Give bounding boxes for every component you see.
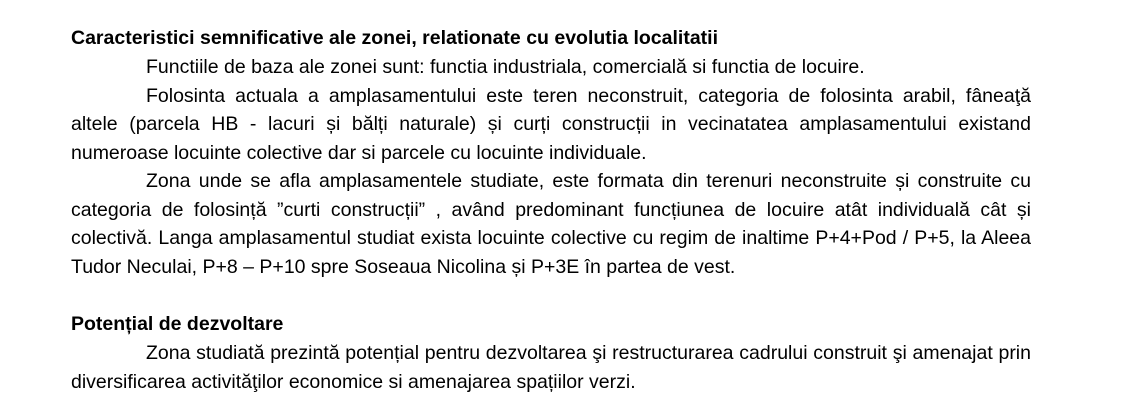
- paragraph-zone-description: Zona unde se afla amplasamentele studiate, este formata din terenuri neconstruite și construite cu categoria de folosință ”curti construcții” , având predominant funcțiunea de locuire atât individuală cât și colectivă. Langa amplasamentul studiat exista locuinte colective cu regim de inaltime P+4+Pod / P+5, la Aleea Tudor Neculai, P+8 – P+10 spre Soseaua Nicolina și P+3E în partea de vest.: [71, 170, 1031, 278]
- section-heading-development-potential: Potențial de dezvoltare: [71, 313, 284, 335]
- section-heading-characteristics: Caracteristici semnificative ale zonei, relationate cu evolutia localitatii: [71, 27, 718, 49]
- section-spacer: [71, 281, 1031, 310]
- paragraph-zone-functions: Functiile de baza ale zonei sunt: functia industriala, comercială si functia de locuire.: [146, 56, 865, 78]
- paragraph-current-land-use: Folosinta actuala a amplasamentului este teren neconstruit, categoria de folosinta arabil, fâneaţă altele (parcela HB - lacuri și bălți naturale) și curți construcții in vecinatatea amplasamentului existand numeroase locuinte colective dar si parcele cu locuinte individuale.: [71, 84, 1031, 164]
- paragraph-development-potential: Zona studiată prezintă potențial pentru dezvoltarea şi restructurarea cadrului construit şi amenajat prin diversificarea activităţilor economice si amenajarea spațiilor verzi.: [71, 342, 1031, 393]
- document-body: [71, 24, 1031, 396]
